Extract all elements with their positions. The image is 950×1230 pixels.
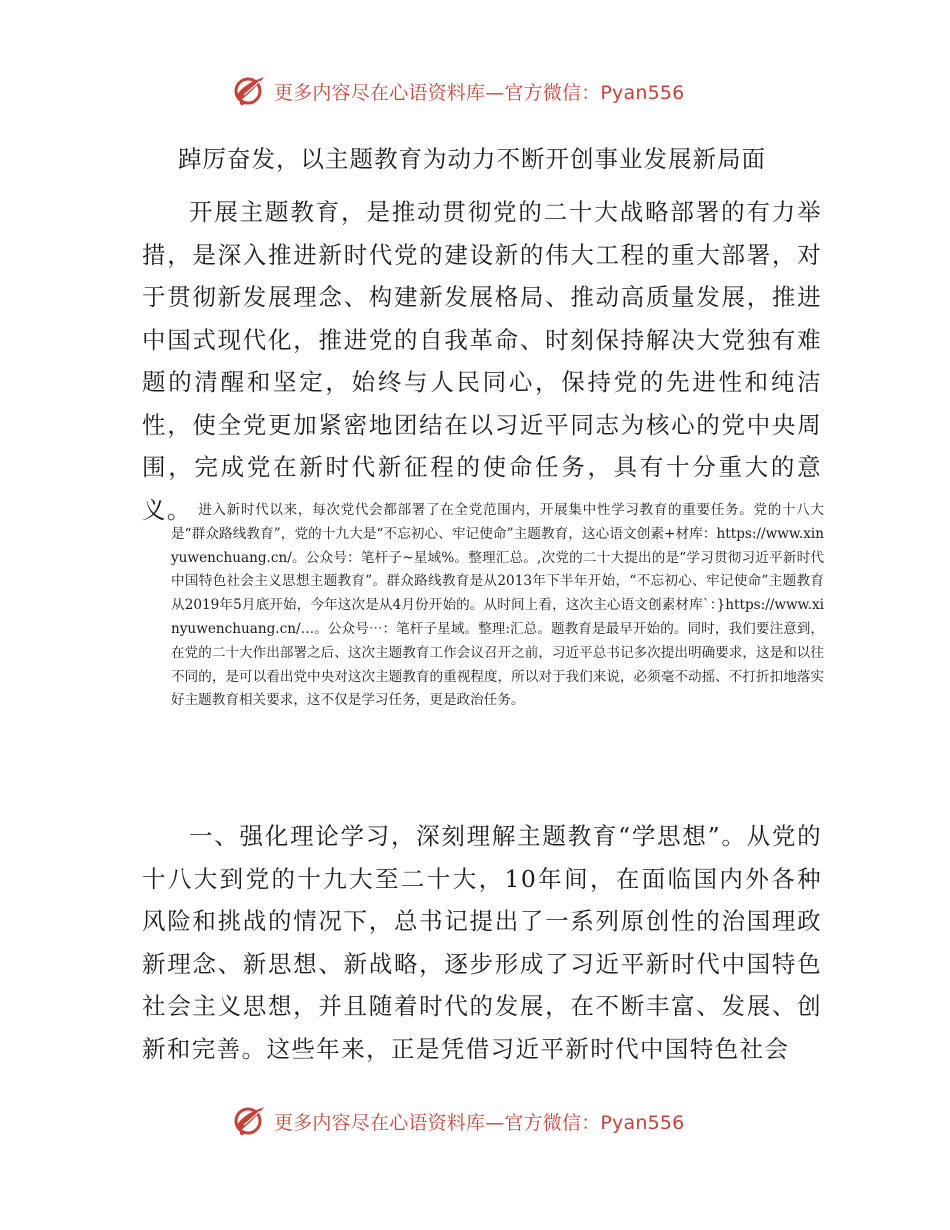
document-title: 踔厉奋发，以主题教育为动力不断开创事业发展新局面 (178, 145, 766, 173)
watermark-text: 更多内容尽在心语资料库—官方微信：Pyan556 (274, 81, 685, 104)
watermark-text: 更多内容尽在心语资料库—官方微信：Pyan556 (274, 1111, 685, 1134)
section-one-paragraph: 一、强化理论学习，深刻理解主题教育“学思想”。从党的十八大到党的十九大至二十大，10年间，在面临国内外各种风险和挑战的情况下，总书记提出了一系列原创性的治国理政新理念、新思想、新战略，逐步形成了习近平新时代中国特色社会主义思想，并且随着时代的发展，在不断丰富、发展、创新和完善。这些年来，正是凭借习近平新时代中国特色社会 (142, 822, 822, 1063)
watermark-banner-top (232, 71, 712, 111)
watermark-banner-bottom (232, 1101, 712, 1141)
intro-paragraph: 开展主题教育，是推动贯彻党的二十大战略部署的有力举措，是深入推进新时代党的建设新的伟大工程的重大部署，对于贯彻新发展理念、构建新发展格局、推动高质量发展，推进中国式现代化，推进党的自我革命、时刻保持解决大党独有难题的清醒和坚定，始终与人民同心，保持党的先进性和纯洁性，使全党更加紧密地团结在以习近平同志为核心的党中央周围，完成党在新时代新征程的使命任务，具有十分重大的意义。 (142, 198, 822, 524)
quill-logo-icon (232, 73, 268, 109)
small-print-paragraph: 进入新时代以来，每次党代会都部署了在全党范围内，开展集中性学习教育的重要任务。党的十八大是“群众路线教育”，党的十九大是“不忘初心、牢记使命”主题教育，这心语文创素+材库：https://www.xinyuwenchuang.cn/。公众号：笔杆子~星域%。整理汇总。,次党的二十大提出的是“学习贯彻习近平新时代中国特色社会主义思想主题教育”。群众路线教育是从2013年下半年开始，“不忘初心、牢记使命”主题教育从2019年5月底开始，今年这次是从4月份开始的。从时间上看，这次主心语文创素材库`：}https://www.xinyuwenchuang.cn/…。公众号⋯：笔杆子星域。整理:汇总。题教育是最早开始的。同时，我们要注意到，在党的二十大作出部署之后、这次主题教育工作会议召开之前，习近平总书记多次提出明确要求，这是和以往不同的，是可以看出党中央对这次主题教育的重视程度，所以对于我们来说，必须毫不动摇、不打折扣地落实好主题教育相关要求，这不仅是学习任务，更是政治任务。 (171, 502, 824, 709)
quill-logo-icon (232, 1103, 268, 1139)
